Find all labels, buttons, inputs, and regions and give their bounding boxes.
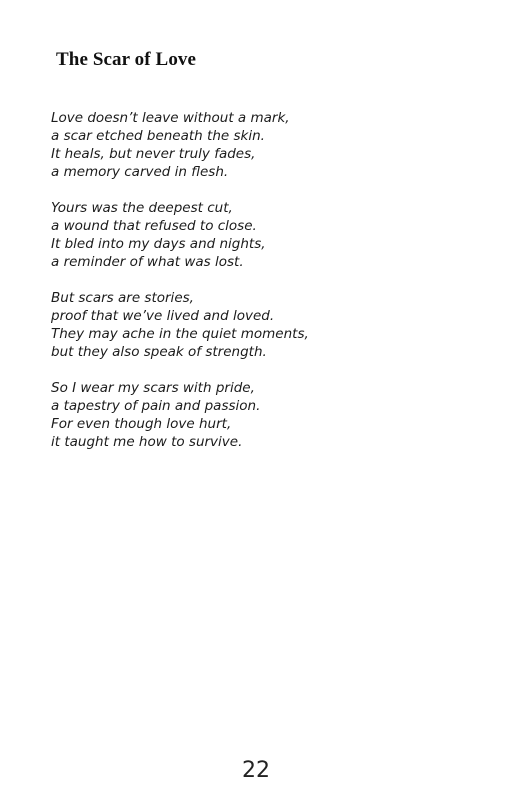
poem-line: It heals, but never truly fades, <box>51 146 256 162</box>
poem-line: a tapestry of pain and passion. <box>51 398 261 414</box>
poem-line: But scars are stories, <box>51 290 194 306</box>
poem-line: So I wear my scars with pride, <box>51 380 255 396</box>
stanza-4 <box>51 379 471 451</box>
poem-line: it taught me how to survive. <box>51 434 243 450</box>
poem-title: The Scar of Love <box>56 49 197 70</box>
poem-line: a memory carved in flesh. <box>51 164 229 180</box>
poem-line: proof that we’ve lived and loved. <box>51 308 275 324</box>
poem-line: a wound that refused to close. <box>51 218 257 234</box>
stanza-3 <box>51 289 471 361</box>
page-number: 22 <box>242 758 270 783</box>
stanza-2 <box>51 199 471 271</box>
poem-line: They may ache in the quiet moments, <box>51 326 309 342</box>
poem-line: For even though love hurt, <box>51 416 232 432</box>
poem-line: but they also speak of strength. <box>51 344 267 360</box>
poem-line: Yours was the deepest cut, <box>51 200 233 216</box>
poem-body <box>51 109 471 469</box>
poem-line: It bled into my days and nights, <box>51 236 266 252</box>
poem-line: a reminder of what was lost. <box>51 254 244 270</box>
poem-line: a scar etched beneath the skin. <box>51 128 265 144</box>
poem-line: Love doesn’t leave without a mark, <box>51 110 290 126</box>
stanza-1 <box>51 109 471 181</box>
